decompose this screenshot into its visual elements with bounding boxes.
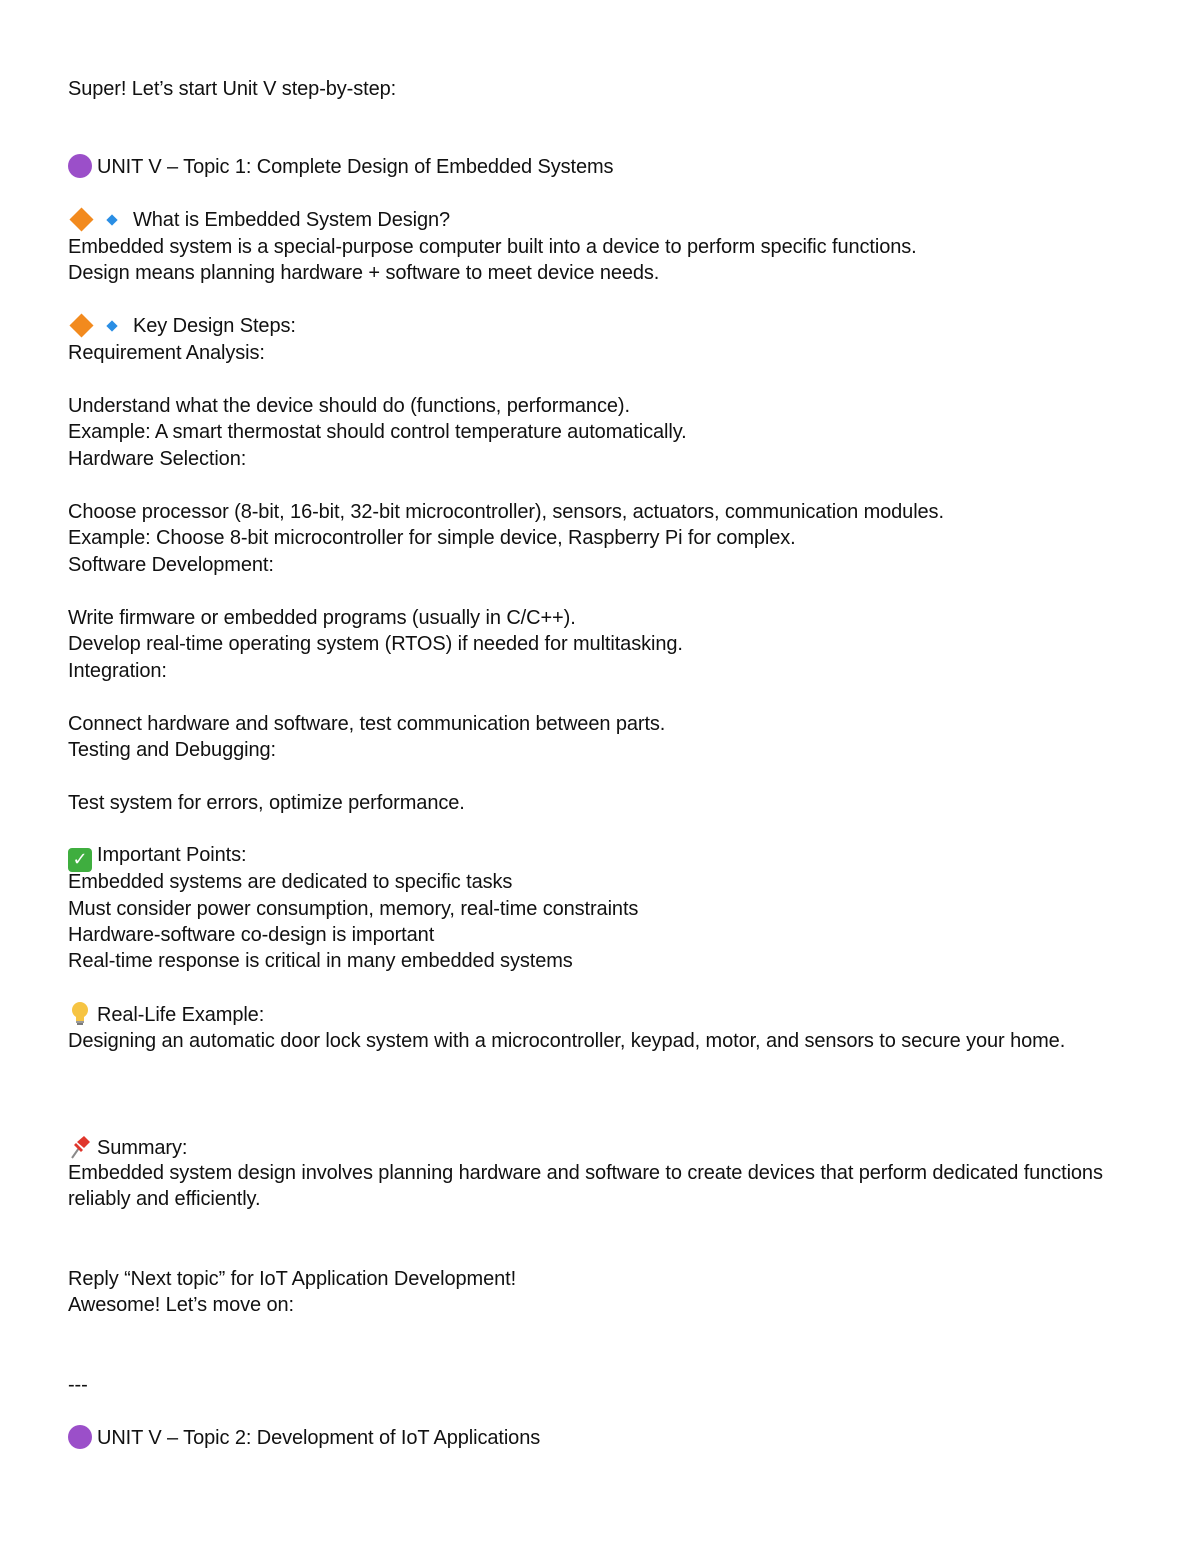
orange-diamond-icon [69,313,93,337]
what-is-line: Design means planning hardware + software to meet device needs. [68,262,660,284]
topic2-heading [68,1425,540,1451]
blue-diamond-icon [106,214,117,225]
intro-text: Super! Let’s start Unit V step-by-step: [68,78,397,100]
software-line: Develop real-time operating system (RTOS) if needed for multitasking. [68,633,683,655]
check-mark-icon: ✓ [68,848,92,872]
summary-heading-text: Summary: [97,1137,188,1159]
important-line: Hardware-software co-design is important [68,924,435,946]
key-steps-heading [68,313,296,339]
divider-text: --- [68,1374,88,1396]
purple-circle-icon [68,1425,92,1449]
testing-label: Testing and Debugging: [68,739,276,761]
reply-text: Reply “Next topic” for IoT Application Development! [68,1268,517,1290]
software-line: Write firmware or embedded programs (usually in C/C++). [68,607,576,629]
blue-diamond-icon [106,320,117,331]
awesome-text: Awesome! Let’s move on: [68,1294,294,1316]
key-steps-heading-text: Key Design Steps: [133,315,296,337]
example-heading-text: Real-Life Example: [97,1004,265,1026]
what-is-heading-text: What is Embedded System Design? [133,209,451,231]
purple-circle-icon [68,154,92,178]
requirement-line: Understand what the device should do (functions, performance). [68,395,630,417]
integration-label: Integration: [68,660,167,682]
requirement-line: Example: A smart thermostat should control temperature automatically. [68,421,687,443]
software-label: Software Development: [68,554,274,576]
example-heading [68,1001,264,1027]
important-line: Must consider power consumption, memory, real-time constraints [68,898,639,920]
requirement-label: Requirement Analysis: [68,342,265,364]
important-line: Embedded systems are dedicated to specific tasks [68,871,513,893]
topic1-heading [68,154,613,180]
light-bulb-icon [68,1001,92,1027]
hardware-line: Choose processor (8-bit, 16-bit, 32-bit microcontroller), sensors, actuators, communication modules. [68,501,944,523]
what-is-line: Embedded system is a special-purpose computer built into a device to perform specific functions. [68,236,917,258]
topic1-heading-text: UNIT V – Topic 1: Complete Design of Embedded Systems [97,156,614,178]
integration-line: Connect hardware and software, test communication between parts. [68,713,666,735]
important-heading-text: Important Points: [97,844,247,866]
important-heading [68,842,246,868]
topic2-heading-text: UNIT V – Topic 2: Development of IoT Applications [97,1427,541,1449]
example-text: Designing an automatic door lock system with a microcontroller, keypad, motor, and sensors to secure your home. [68,1030,1066,1052]
summary-heading [68,1134,187,1160]
what-is-heading [68,207,450,233]
summary-text: Embedded system design involves planning hardware and software to create devices that perform dedicated functions reliably and efficiently. [68,1162,1103,1210]
hardware-label: Hardware Selection: [68,448,247,470]
pushpin-icon [68,1134,92,1160]
testing-line: Test system for errors, optimize performance. [68,792,465,814]
orange-diamond-icon [69,207,93,231]
important-line: Real-time response is critical in many embedded systems [68,950,573,972]
hardware-line: Example: Choose 8-bit microcontroller for simple device, Raspberry Pi for complex. [68,527,796,549]
